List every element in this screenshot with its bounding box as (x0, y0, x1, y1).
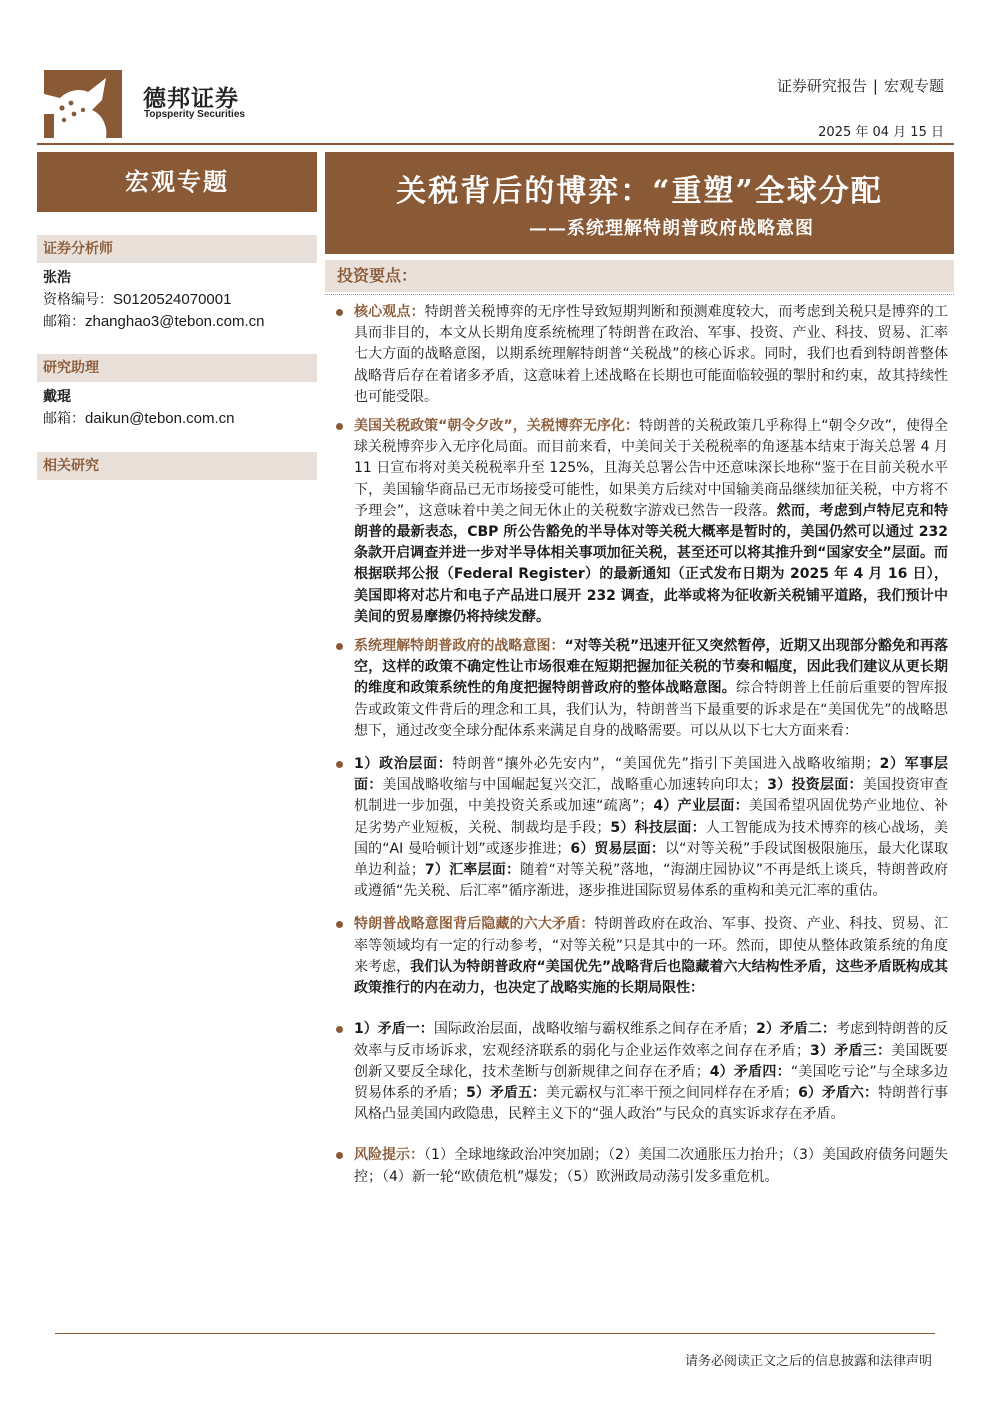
report-date: 2025 年 04 月 15 日 (818, 125, 944, 140)
contradiction-text: “美国吃亏论”与全球多边贸易体系的矛盾； (354, 1063, 948, 1101)
point-six-contradictions (332, 914, 948, 999)
bullet-icon (336, 921, 343, 928)
divider: | (872, 77, 878, 95)
point-tariff-policy (332, 416, 948, 628)
page-title: 关税背后的博弈：“重塑”全球分配 (396, 174, 883, 209)
assistant-email: daikun@tebon.com.cn (85, 410, 235, 427)
point-strategic-intent (332, 636, 948, 742)
point-keyword: 核心观点： (354, 304, 425, 320)
point-bold-text: “对等关税”迅速开征又突然暂停，近期又出现部分豁免和再落空，这样的政策不确定性让市场很难在短期把握加征关税的节奏和幅度，因此我们建议从更长期的维度和政策系统性的角度把握特朗普政府的整体战略意图。 (354, 638, 949, 697)
assistant-info (43, 387, 234, 430)
point-text: 特朗普的关税政策几乎称得上“朝令夕改”，使得全球关税博弈步入无序化局面。而目前来看，中美间关于关税税率的角逐基本结束于海关总署 4 月 11 日宣布将对美关税税率升至 125%，且海关总署公告中还意味深长地称“鉴于在目前关税水平下，美国输华商品已无市场接受可能性，如果美方后续对中国输美商品继续加征关税，中方将不予理会”，这意味着中美之间无休止的关税数字游戏已然告一段落。 (354, 418, 948, 519)
analyst-heading: 证券分析师 (37, 235, 317, 263)
related-research-heading: 相关研究 (37, 452, 317, 480)
email-label: 邮箱： (43, 314, 85, 330)
point-text: 特朗普政府在政治、军事、投资、产业、科技、贸易、汇率等领域均有一定的行动参考，“对等关税”只是其中的一环。然而，即使从整体政策系统的角度来考虑， (354, 916, 949, 975)
contradiction-label: 4）矛盾四： (709, 1063, 791, 1080)
bullet-icon (336, 1152, 343, 1159)
aspect-text: 美国希望巩固优势产业地位、补足劣势产业短板，关税、制裁均是手段； (354, 798, 948, 836)
title-box (325, 152, 954, 254)
aspect-text: 美国投资审查机制进一步加强，中美投资关系或加速“疏离”； (354, 777, 949, 815)
company-logo-icon (44, 70, 124, 138)
aspect-text: 特朗普“攘外必先安内”，“美国优先”指引下美国进入战略收缩期； (452, 756, 880, 773)
bullet-icon (336, 309, 343, 316)
bullet-icon (336, 1026, 343, 1033)
footer-disclaimer: 请务必阅读正文之后的信息披露和法律声明 (684, 1354, 932, 1369)
aspect-text: 美国战略收缩与中国崛起复兴交汇，战略重心加速转向印太； (382, 777, 768, 794)
contradiction-label: 5）矛盾五： (466, 1084, 546, 1101)
point-keyword: 系统理解特朗普政府的战略意图： (354, 638, 565, 655)
contradiction-label: 1）矛盾一： (354, 1021, 434, 1038)
footer-divider (55, 1333, 935, 1334)
point-bold-text: 然而，考虑到卢特尼克和特朗普的最新表态，CBP 所公告豁免的半导体对等关税大概率是暂时的，美国仍然可以通过 232 条款开启调查并进一步对半导体相关事项加征关税，甚至还可以将其推升到“国家安全”层面。而根据联邦公报（Federal Register）的最新通知（正式发布日期为 2025 年 4 月 16 日），美国即将对芯片和电子产品进口展开 232 调查，此举或将为征收新关税铺平道路，我们预计中美间的贸易摩擦仍将持续发酵。 (354, 502, 948, 625)
contradiction-label: 2）矛盾二： (756, 1021, 836, 1038)
logo-english-name: Topsperity Securities (144, 109, 245, 120)
point-core-view (332, 302, 948, 408)
analyst-name: 张浩 (43, 270, 71, 286)
aspect-label: 1）政治层面： (354, 756, 453, 773)
aspect-label: 6）贸易层面： (570, 840, 665, 857)
bullet-icon (336, 423, 343, 430)
header-divider (37, 143, 954, 145)
point-keyword: 风险提示： (354, 1147, 425, 1164)
point-contradiction-list (332, 1019, 948, 1125)
bullet-icon (336, 643, 343, 650)
cert-number: S0120524070001 (113, 291, 232, 308)
aspect-text: 以“对等关税”手段试图极限施压，最大化谋取单边利益； (354, 840, 948, 879)
assistant-name: 戴琨 (43, 389, 71, 405)
point-text: 综合特朗普上任前后重要的智库报告或政策文件背后的理念和工具，我们认为，特朗普当下最重要的诉求是在“美国优先”的战略思想下，通过改变全球分配体系来满足自身的战略需要。可以从以下七大方面来看： (354, 680, 949, 739)
contradiction-label: 6）矛盾六： (798, 1084, 878, 1101)
page-subtitle: ——系统理解特朗普政府战略意图 (529, 218, 814, 239)
cert-label: 资格编号： (43, 292, 113, 308)
point-seven-aspects (332, 754, 948, 902)
analyst-email: zhanghao3@tebon.com.cn (85, 313, 265, 330)
contradiction-text: 国际政治层面，战略收缩与霸权维系之间存在矛盾； (433, 1021, 757, 1038)
contradiction-text: 美元霸权与汇率干预之间同样存在矛盾； (545, 1084, 799, 1101)
aspect-label: 4）产业层面： (653, 798, 749, 815)
aspect-label: 7）汇率层面： (424, 862, 521, 879)
logo-chinese-name: 德邦证券 (143, 86, 239, 112)
report-category-label: 宏观专题 (883, 77, 944, 95)
contradiction-text: 考虑到特朗普的反效率与反市场诉求，宏观经济联系的弱化与企业运作效率之间存在矛盾； (354, 1021, 949, 1059)
point-text: 特朗普关税博弈的无序性导致短期判断和预测难度较大，而考虑到关税只是博弈的工具而非目的，本文从长期角度系统梳理了特朗普在政治、军事、投资、产业、科技、贸易、汇率七大方面的战略意图，以期系统理解特朗普“关税战”的核心诉求。同时，我们也看到特朗普整体战略背后存在着诸多矛盾，这意味着上述战略在长期也可能面临较强的掣肘和约束，故其持续性也可能受限。 (354, 304, 949, 405)
point-bold-text: 我们认为特朗普政府“美国优先”战略背后也隐藏着六大结构性矛盾，这些矛盾既构成其政策推行的内在动力，也决定了战略实施的长期局限性： (354, 958, 948, 997)
aspect-label: 3）投资层面： (767, 777, 863, 794)
investment-heading: 投资要点： (325, 260, 954, 292)
contradiction-text: 特朗普行事风格凸显美国内政隐患，民粹主义下的“强人政治”与民众的真实诉求存在矛盾。 (354, 1084, 949, 1123)
aspect-text: 随着“对等关税”落地，“海湖庄园协议”不再是纸上谈兵，特朗普政府或遵循“先关税、后汇率”循序渐进，逐步推进国际贸易体系的重构和美元汇率的重估。 (354, 862, 948, 900)
email-label: 邮箱： (43, 411, 85, 427)
investment-points (332, 302, 948, 1188)
contradiction-label: 3）矛盾三： (809, 1042, 892, 1059)
assistant-heading: 研究助理 (37, 354, 317, 382)
point-text: （1）全球地缘政治冲突加剧；（2）美国二次通胀压力抬升；（3）美国政府债务问题失控；（4）新一轮“欧债危机”爆发；（5）欧洲政局动荡引发多重危机。 (354, 1147, 948, 1185)
report-type-label: 证券研究报告 (776, 77, 867, 95)
analyst-info (43, 268, 265, 333)
bullet-icon (336, 761, 343, 768)
left-category-title: 宏观专题 (37, 152, 317, 212)
point-keyword: 美国关税政策“朝令夕改”，关税博弈无序化： (354, 418, 639, 435)
point-keyword: 特朗普战略意图背后隐藏的六大矛盾： (354, 916, 595, 933)
contradiction-text: 美国既要创新又要反全球化，技术垄断与创新规律之间存在矛盾； (354, 1042, 949, 1080)
report-type (777, 75, 944, 96)
point-risk-warning (332, 1145, 948, 1187)
aspect-label: 2）军事层面： (354, 756, 948, 794)
aspect-text: 人工智能成为技术博弈的核心战场，美国的“AI 曼哈顿计划”或逐步推进； (354, 819, 949, 857)
dotted-divider (325, 294, 954, 295)
aspect-label: 5）科技层面： (610, 819, 706, 836)
